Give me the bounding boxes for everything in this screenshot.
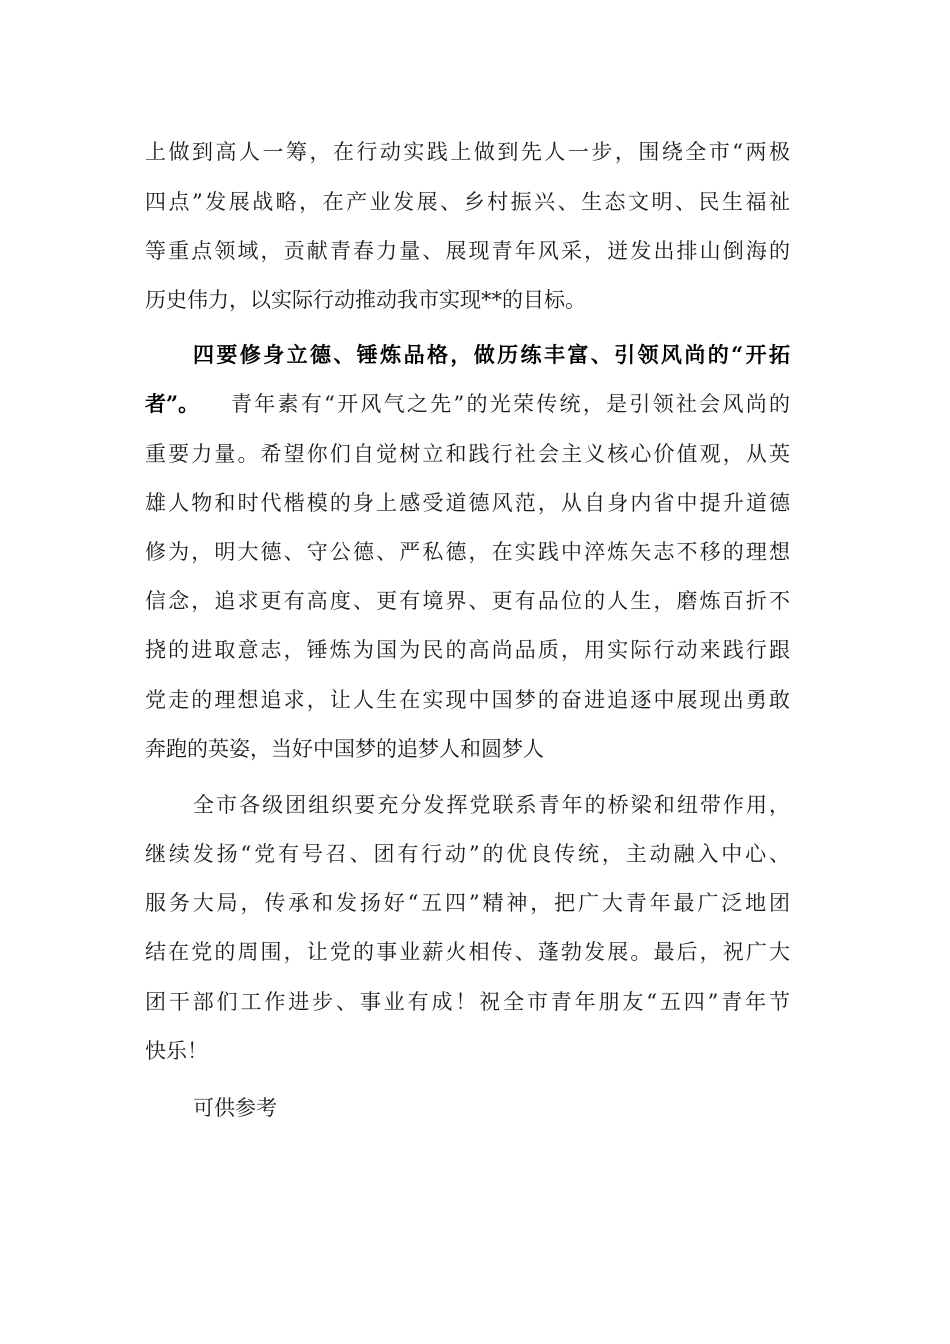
text-line: 重要力量。希望你们自觉树立和践行社会主义核心价值观，从英: [145, 442, 790, 466]
closing-text: 可供参考: [193, 1096, 277, 1120]
paragraph-3-line-3: [0, 883, 950, 923]
text-line: 挠的进取意志，锤炼为国为民的高尚品质，用实际行动来践行跟: [145, 638, 790, 662]
paragraph-1-line-1: [0, 132, 950, 172]
section-heading-end: 者”。: [145, 391, 200, 416]
paragraph-3-line-2: [0, 834, 950, 874]
paragraph-2-line-2: [0, 384, 950, 424]
text-line: 雄人物和时代楷模的身上感受道德风范，从自身内省中提升道德: [145, 491, 790, 515]
paragraph-1-line-2: [0, 182, 950, 222]
paragraph-3-line-4: [0, 932, 950, 972]
paragraph-2-line-5: [0, 532, 950, 572]
text-line: 继续发扬“党有号召、团有行动”的优良传统，主动融入中心、: [145, 842, 790, 866]
paragraph-1-line-4: [0, 280, 950, 320]
text-line: 党走的理想追求，让人生在实现中国梦的奋进追逐中展现出勇敢: [145, 688, 790, 712]
paragraph-2-line-8: [0, 680, 950, 720]
text-line: 上做到高人一筹，在行动实践上做到先人一步，围绕全市“两极: [145, 140, 790, 164]
text-line: 等重点领域，贡献青春力量、展现青年风采，迸发出排山倒海的: [145, 239, 790, 263]
text-line: 历史伟力，以实际行动推动我市实现**的目标。: [145, 288, 586, 312]
text-line: 团干部们工作进步、事业有成！祝全市青年朋友“五四”青年节: [145, 990, 790, 1014]
paragraph-3-line-1: [0, 785, 950, 825]
paragraph-2-line-6: [0, 581, 950, 621]
text-line: 修为，明大德、守公德、严私德，在实践中淬炼矢志不移的理想: [145, 540, 790, 564]
section-heading: 四要修身立德、锤炼品格，做历练丰富、引领风尚的“开拓: [193, 342, 790, 367]
closing-line: [0, 1088, 950, 1128]
paragraph-2-line-9: [0, 729, 950, 769]
text-line: 信念，追求更有高度、更有境界、更有品位的人生，磨炼百折不: [145, 589, 790, 613]
text-line: 青年素有“开风气之先”的光荣传统，是引领社会风尚的: [231, 392, 790, 416]
text-line: 服务大局，传承和发扬好“五四”精神，把广大青年最广泛地团: [145, 891, 790, 915]
text-line: 快乐！: [145, 1039, 208, 1063]
paragraph-2-line-4: [0, 483, 950, 523]
paragraph-2-heading-line: [0, 335, 950, 375]
text-line: 全市各级团组织要充分发挥党联系青年的桥梁和纽带作用，: [193, 793, 790, 817]
text-line: 四点”发展战略，在产业发展、乡村振兴、生态文明、民生福祉: [145, 190, 790, 214]
paragraph-1-line-3: [0, 231, 950, 271]
paragraph-2-line-7: [0, 630, 950, 670]
paragraph-3-line-5: [0, 982, 950, 1022]
text-line: 结在党的周围，让党的事业薪火相传、蓬勃发展。最后，祝广大: [145, 940, 790, 964]
paragraph-2-line-3: [0, 434, 950, 474]
paragraph-3-line-6: [0, 1031, 950, 1071]
text-line: 奔跑的英姿，当好中国梦的追梦人和圆梦人: [145, 737, 544, 761]
